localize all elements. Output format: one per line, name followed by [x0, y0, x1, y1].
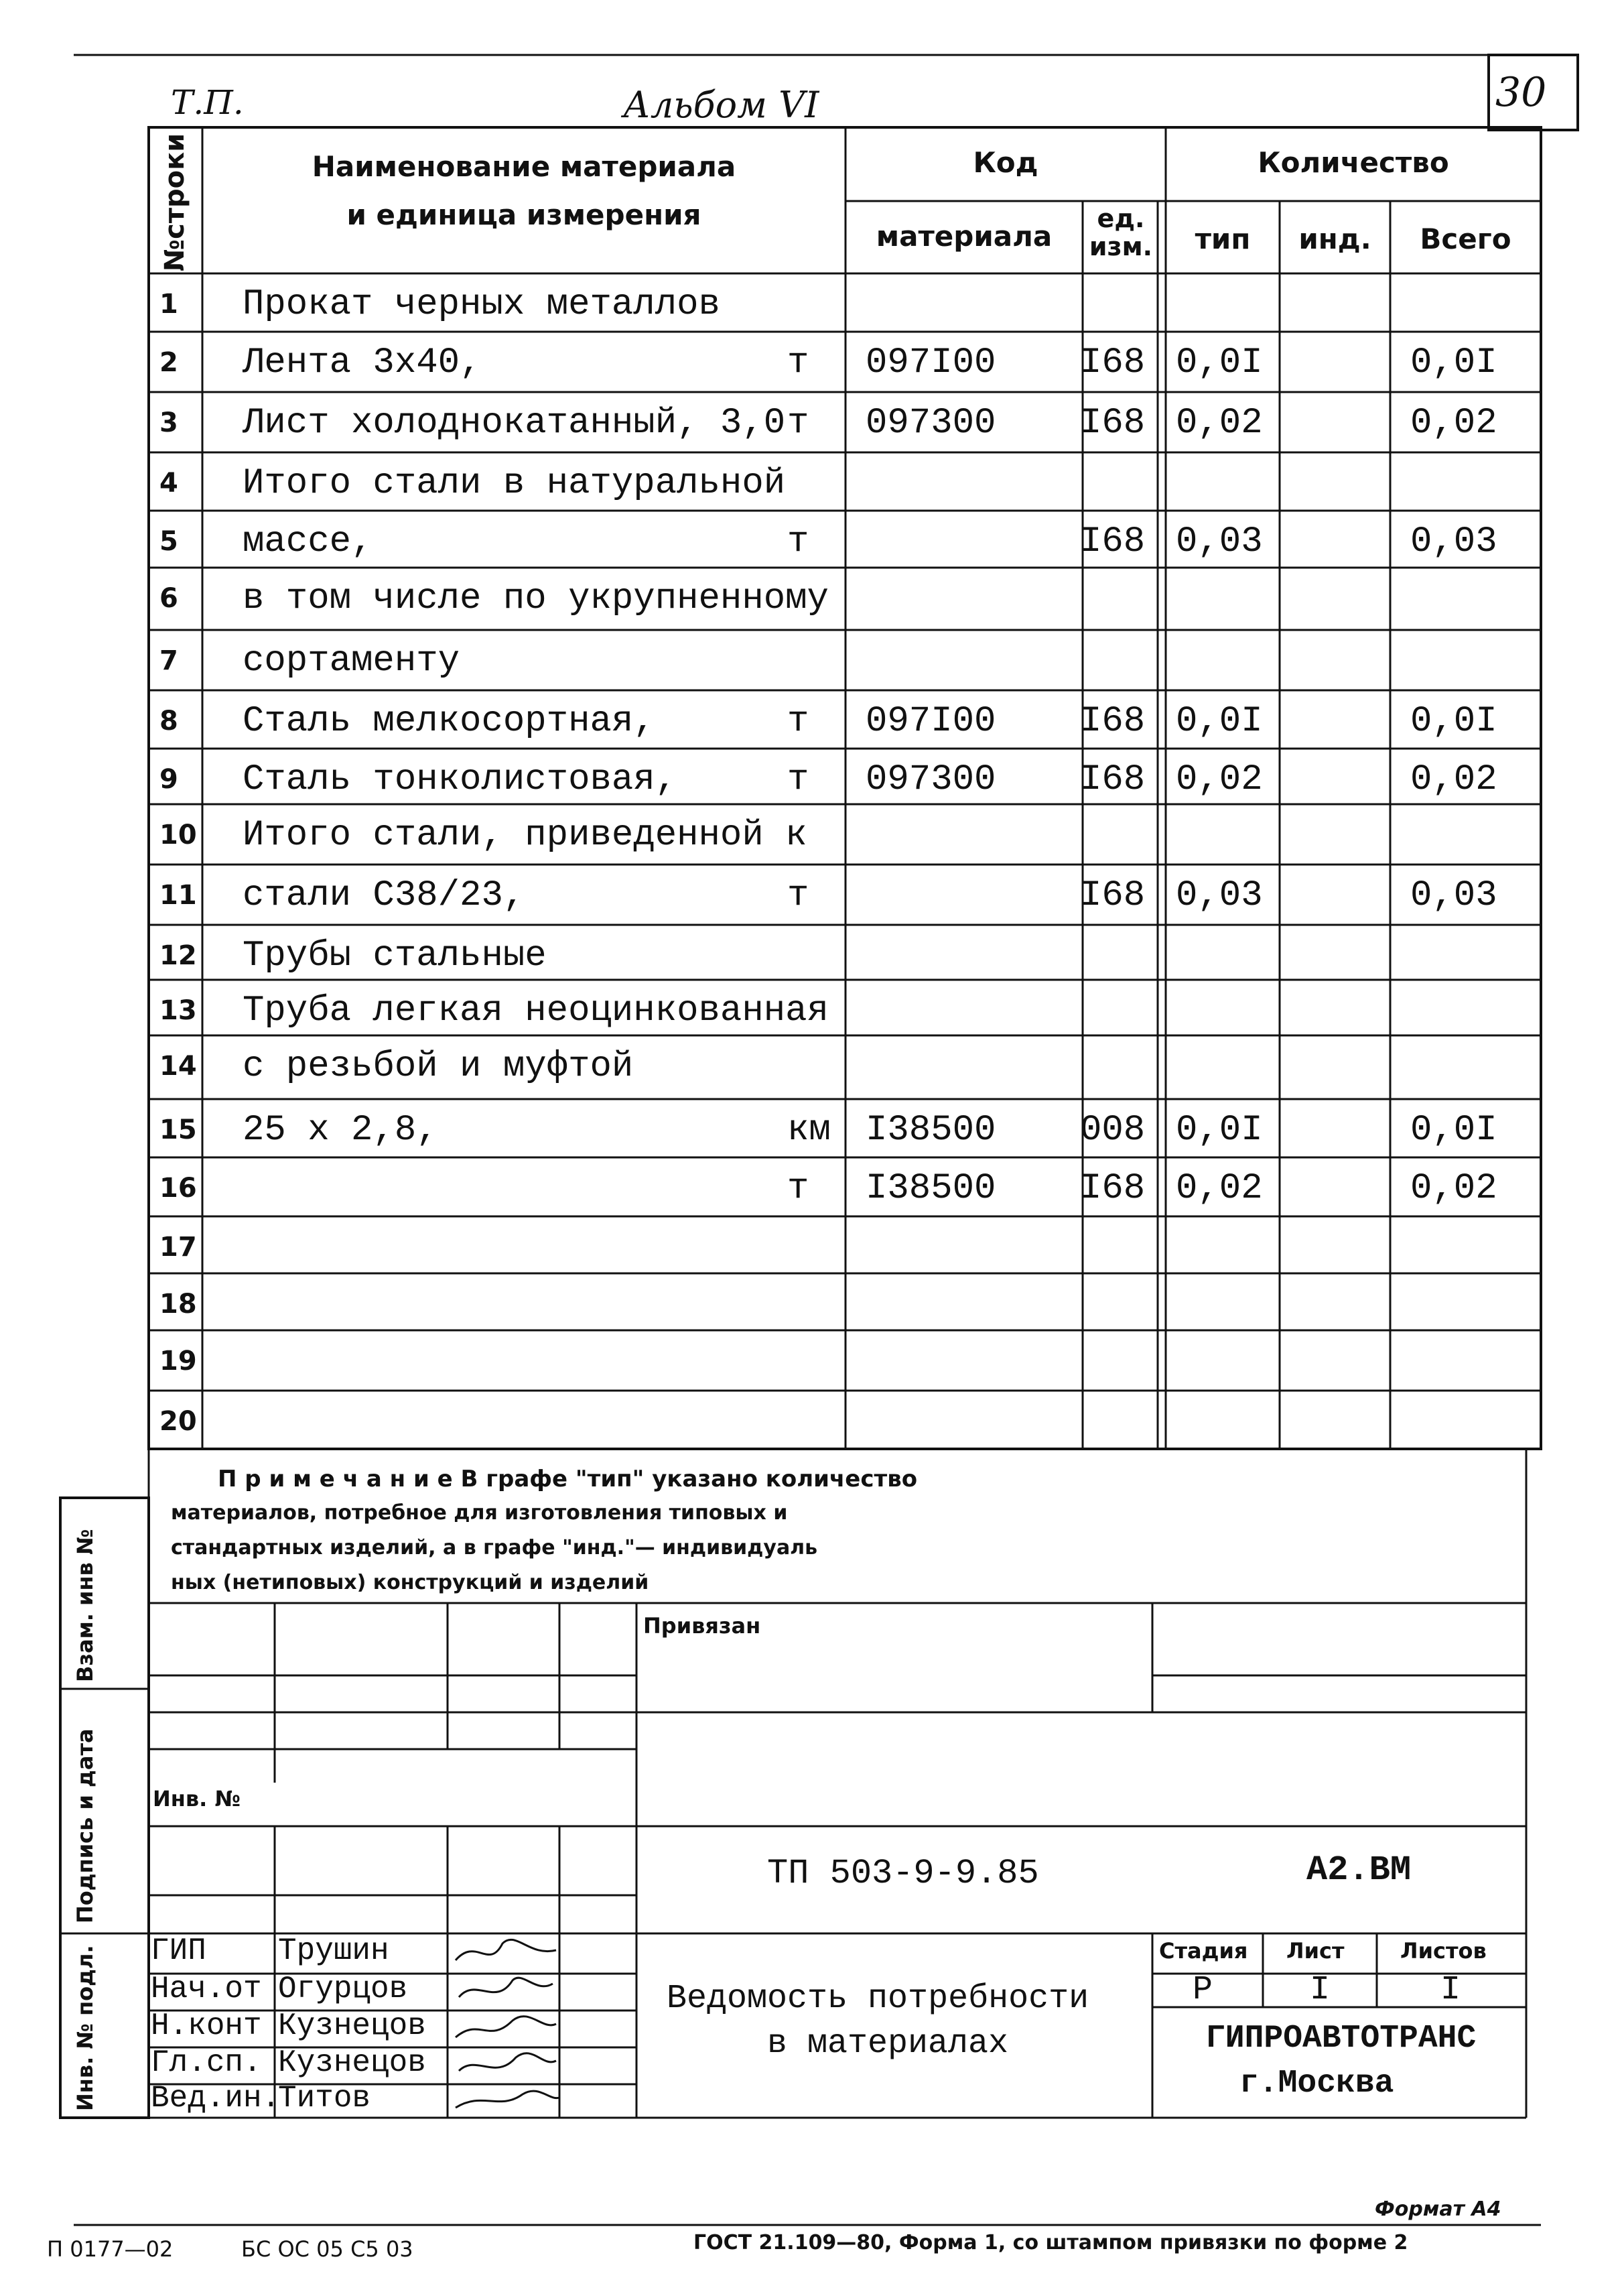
row-number: 9	[159, 764, 178, 795]
qty-total: 0,03	[1410, 875, 1497, 916]
vzam-inv-label: Взам. инв №	[72, 1529, 98, 1682]
qty-total: 0,0I	[1410, 701, 1497, 742]
qty-type: 0,02	[1176, 1168, 1263, 1209]
row-number: 1	[159, 289, 178, 320]
note-line-3: стандартных изделий, а в графе "инд."— индивидуаль	[171, 1536, 818, 1559]
material-unit: т	[787, 403, 809, 444]
qty-type: 0,02	[1176, 403, 1263, 444]
row-number: 7	[159, 645, 178, 676]
material-code: I38500	[866, 1168, 996, 1209]
doc-code: ТП 503-9-9.85	[767, 1854, 1039, 1893]
name-header: Наименование материала	[312, 150, 736, 183]
material-name: сортаменту	[243, 641, 460, 682]
qty-total: 0,02	[1410, 403, 1497, 444]
doc-title-1: Ведомость потребности	[667, 1980, 1089, 2018]
tp-label: Т.П.	[171, 83, 244, 122]
name-header-2: и единица измерения	[346, 198, 701, 231]
qty-type: 0,0I	[1176, 342, 1263, 383]
row-number: 20	[159, 1406, 197, 1437]
org-city: г.Москва	[1239, 2065, 1394, 2102]
qty-total: 0,0I	[1410, 342, 1497, 383]
material-name: с резьбой и муфтой	[243, 1046, 634, 1087]
row-number: 16	[159, 1173, 197, 1204]
signer-role: Н.конт	[151, 2008, 262, 2043]
material-name: Итого стали, приведенной к	[243, 815, 807, 856]
material-name: Трубы стальные	[243, 936, 547, 976]
row-number: 11	[159, 880, 197, 911]
signer-role: Вед.ин.	[151, 2081, 281, 2116]
material-name: Итого стали в натуральной	[243, 463, 786, 504]
unit-code: I68	[1080, 701, 1146, 742]
inv-no-label: Инв. №	[153, 1786, 241, 1811]
qty-type-header: тип	[1195, 222, 1251, 255]
code-unit-header: ед. изм.	[1089, 204, 1153, 261]
row-number: 4	[159, 468, 178, 499]
material-name: Труба легкая неоцинкованная	[243, 991, 829, 1031]
row-number: 18	[159, 1289, 197, 1320]
signer-name: Кузнецов	[278, 2045, 426, 2080]
signer-role: Нач.от	[151, 1972, 262, 2006]
qty-ind-header: инд.	[1298, 222, 1371, 255]
material-name: массе,	[243, 521, 373, 562]
material-unit: т	[787, 521, 809, 562]
material-name: Лента 3х40,	[243, 342, 482, 383]
unit-code: I68	[1080, 875, 1146, 916]
unit-code: I68	[1080, 759, 1146, 800]
row-number: 5	[159, 526, 178, 557]
list-label: Лист	[1286, 1938, 1345, 1964]
qty-type: 0,0I	[1176, 1110, 1263, 1151]
row-number: 19	[159, 1346, 197, 1377]
podpis-data-label: Подпись и дата	[72, 1728, 98, 1923]
qty-type: 0,0I	[1176, 701, 1263, 742]
material-name: 25 х 2,8,	[243, 1110, 438, 1151]
row-number: 2	[159, 347, 178, 378]
row-number: 3	[159, 407, 178, 438]
unit-code: I68	[1080, 1168, 1146, 1209]
row-number: 12	[159, 940, 197, 971]
signer-name: Трушин	[278, 1933, 389, 1968]
page-number: 30	[1495, 69, 1547, 116]
material-name: Сталь мелкосортная,	[243, 701, 655, 742]
row-number: 6	[159, 583, 178, 614]
material-code: I38500	[866, 1110, 996, 1151]
material-code: 097300	[866, 403, 996, 444]
list-value: I	[1310, 1971, 1331, 2009]
footer-code-1: П 0177—02	[47, 2236, 174, 2262]
privyazan-label: Привязан	[643, 1613, 761, 1639]
material-unit: км	[787, 1110, 831, 1151]
unit-code: I68	[1080, 342, 1146, 383]
material-unit: т	[787, 759, 809, 800]
inv-podl-label: Инв. № подл.	[72, 1945, 98, 2111]
qty-type: 0,03	[1176, 875, 1263, 916]
qty-total: 0,02	[1410, 759, 1497, 800]
material-unit: т	[787, 875, 809, 916]
stage-label: Стадия	[1159, 1938, 1248, 1964]
code-material-header: материала	[876, 220, 1053, 253]
code-header: Код	[973, 146, 1038, 179]
material-unit: т	[787, 1168, 809, 1209]
row-number: 14	[159, 1051, 197, 1082]
row-number: 10	[159, 820, 197, 850]
unit-code: I68	[1080, 403, 1146, 444]
lists-value: I	[1440, 1971, 1461, 2009]
material-name: стали С38/23,	[243, 875, 525, 916]
qty-total: 0,03	[1410, 521, 1497, 562]
quantity-header: Количество	[1258, 146, 1449, 179]
signatures	[449, 1930, 563, 2118]
stage-value: Р	[1193, 1971, 1213, 2009]
signer-name: Титов	[278, 2081, 371, 2116]
material-unit: т	[787, 701, 809, 742]
row-number: 17	[159, 1232, 197, 1263]
qty-type: 0,03	[1176, 521, 1263, 562]
note-line-1: П р и м е ч а н и е В графе "тип" указано количество	[218, 1466, 918, 1492]
note-line-2: материалов, потребное для изготовления типовых и	[171, 1501, 788, 1525]
qty-type: 0,02	[1176, 759, 1263, 800]
row-number: 13	[159, 995, 197, 1026]
unit-code: 008	[1080, 1110, 1146, 1151]
unit-code: I68	[1080, 521, 1146, 562]
gost-reference: ГОСТ 21.109—80, Форма 1, со штампом привязки по форме 2	[693, 2231, 1408, 2254]
material-name: Сталь тонколистовая,	[243, 759, 677, 800]
material-name: Прокат черных металлов	[243, 284, 720, 325]
signer-name: Огурцов	[278, 1972, 408, 2006]
album-label: Альбом VI	[623, 84, 819, 126]
material-code: 097I00	[866, 701, 996, 742]
doc-title-2: в материалах	[767, 2025, 1009, 2063]
material-code: 097I00	[866, 342, 996, 383]
signer-role: Гл.сп.	[151, 2045, 262, 2080]
qty-total: 0,0I	[1410, 1110, 1497, 1151]
footer-code-2: БС ОС 05 С5 03	[241, 2236, 413, 2262]
row-number: 15	[159, 1114, 197, 1145]
lists-label: Листов	[1400, 1938, 1487, 1964]
signer-name: Кузнецов	[278, 2008, 426, 2043]
material-name: Лист холоднокатанный, 3,0	[243, 403, 786, 444]
note-line-4: ных (нетиповых) конструкций и изделий	[171, 1571, 649, 1594]
sheet-code: А2.ВМ	[1306, 1850, 1412, 1890]
row-number-header: №строки	[159, 133, 190, 271]
org-name: ГИПРОАВТОТРАНС	[1206, 2021, 1477, 2057]
format-label: Формат А4	[1375, 2197, 1501, 2221]
qty-total-header: Всего	[1420, 222, 1511, 255]
material-code: 097300	[866, 759, 996, 800]
material-unit: т	[787, 342, 809, 383]
material-name: в том числе по укрупненному	[243, 578, 829, 619]
row-number: 8	[159, 706, 178, 737]
qty-total: 0,02	[1410, 1168, 1497, 1209]
signer-role: ГИП	[151, 1933, 206, 1968]
